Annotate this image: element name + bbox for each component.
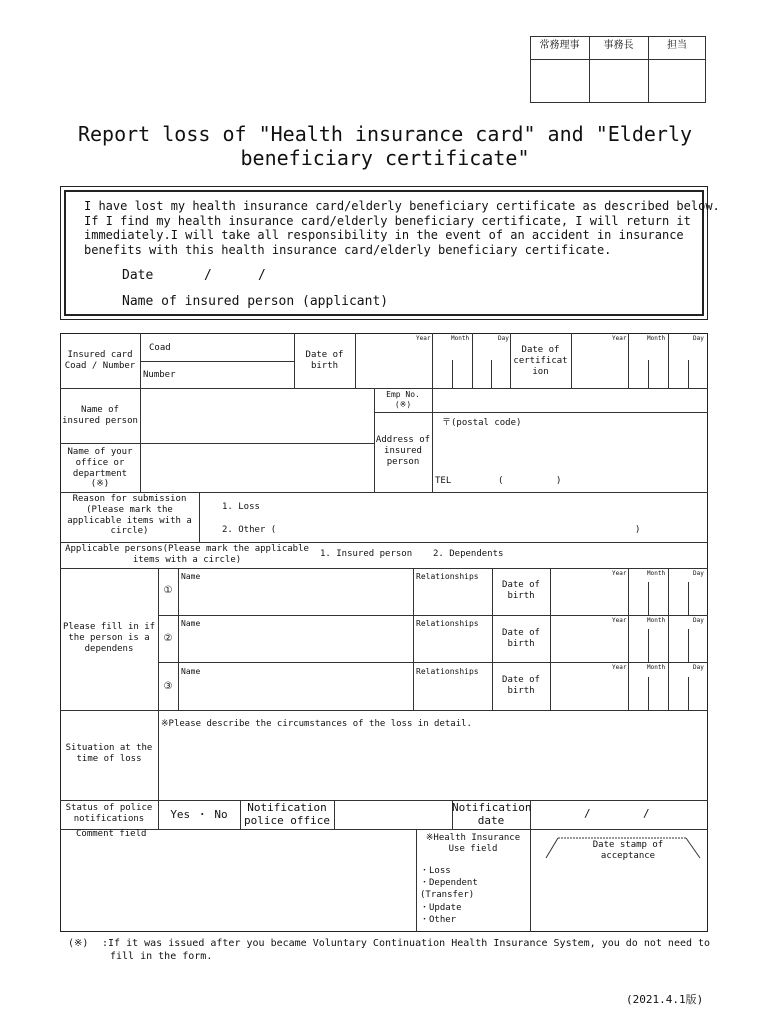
reason-close-paren: ) — [635, 525, 641, 535]
grid-line — [334, 800, 335, 829]
postal-code-label: 〒(postal code) — [442, 418, 522, 428]
grid-line — [688, 677, 689, 710]
version-label: (2021.4.1版) — [626, 993, 704, 1006]
month-label: Month — [647, 664, 666, 671]
year-label: Year — [612, 664, 627, 671]
grid-line — [688, 360, 689, 388]
reason-label: Reason for submission (Please mark the applicable items with a circle) — [67, 494, 192, 537]
year-label: Year — [612, 617, 627, 624]
grid-line — [648, 582, 649, 615]
grid-line — [472, 333, 473, 389]
day-label: Day — [498, 335, 509, 342]
comment-field-label: Comment field — [76, 829, 147, 839]
grid-line — [413, 568, 414, 710]
dependent-dob-label: Date of birth — [502, 628, 540, 649]
declaration-line: I have lost my health insurance card/elderly beneficiary certificate as described below. — [84, 199, 720, 213]
police-status-label: Status of police notifications — [65, 803, 153, 824]
number-label: Number — [143, 370, 176, 380]
grid-line — [140, 388, 141, 492]
grid-line — [158, 615, 708, 616]
stamp-header-director: 常務理事 — [539, 40, 580, 51]
stamp-header-manager: 事務長 — [603, 40, 634, 51]
dependent-number: ② — [163, 633, 173, 644]
grid-line — [178, 568, 179, 710]
dependent-number: ① — [163, 585, 173, 596]
grid-line — [491, 360, 492, 388]
address-label: Address of insured person — [375, 435, 431, 467]
grid-line — [668, 568, 669, 710]
dependent-name-label: Name — [181, 572, 201, 581]
grid-line — [60, 542, 708, 543]
dependent-dob-label: Date of birth — [502, 580, 540, 601]
date-label: Date — [122, 268, 154, 283]
dependent-relationship-label: Relationships — [416, 667, 479, 676]
emp-no-label: Emp No. (※) — [386, 390, 420, 409]
declaration-line: immediately.I will take all responsibility in the event of an accident in insurance — [84, 228, 684, 242]
use-item-transfer: (Transfer) — [420, 890, 475, 900]
tel-paren-close: ) — [556, 476, 562, 486]
page-title-line2: beneficiary certificate" — [240, 146, 530, 170]
grid-line — [140, 361, 294, 362]
dependent-name-label: Name — [181, 619, 201, 628]
grid-line — [374, 412, 708, 413]
dependent-relationship-label: Relationships — [416, 619, 479, 628]
dob-label: Date of birth — [305, 350, 344, 371]
dependents-label: Please fill in if the person is a dependens — [62, 622, 156, 654]
grid-line — [432, 388, 433, 492]
police-yes-no: Yes ・ No — [170, 808, 228, 821]
applicable-persons-label: Applicable persons(Please mark the applicable items with a circle) — [65, 544, 309, 565]
use-item-loss: ・Loss — [420, 866, 451, 876]
grid-line — [355, 333, 356, 389]
date-stamp-label: Date stamp of acceptance — [592, 840, 664, 861]
grid-line — [648, 677, 649, 710]
month-label: Month — [647, 617, 666, 624]
name-insured-label: Name of insured person — [62, 405, 138, 426]
use-field-label: ※Health Insurance Use field — [425, 833, 521, 854]
grid-line — [60, 829, 708, 830]
declaration-line: If I find my health insurance card/elderly beneficiary certificate, I will return it — [84, 214, 691, 228]
office-label: Name of your office or department (※) — [67, 447, 133, 490]
stamp-header-line — [530, 59, 706, 60]
page-title-line1: Report loss of "Health insurance card" and "Elderly — [77, 122, 693, 146]
grid-line — [628, 568, 629, 710]
tel-label: TEL — [435, 476, 452, 486]
day-label: Day — [693, 570, 704, 577]
coad-label: Coad — [149, 343, 171, 353]
grid-line — [60, 443, 374, 444]
dependent-number: ③ — [163, 681, 173, 692]
applicable-option-dependents: 2. Dependents — [433, 549, 504, 559]
notification-date-separator: / — [643, 807, 650, 820]
situation-label: Situation at the time of loss — [65, 743, 153, 764]
dependent-name-label: Name — [181, 667, 201, 676]
grid-line — [688, 582, 689, 615]
grid-line — [158, 662, 708, 663]
use-item-dependent: ・Dependent — [420, 878, 478, 888]
grid-line — [550, 568, 551, 710]
date-separator: / — [258, 268, 266, 283]
grid-line — [628, 333, 629, 389]
footnote-text-line1: :If it was issued after you became Voluntary Continuation Health Insurance System, you do not need to — [102, 938, 711, 949]
grid-line — [452, 360, 453, 388]
notification-date-separator: / — [584, 807, 591, 820]
grid-line — [199, 492, 200, 542]
month-label: Month — [451, 335, 470, 342]
grid-line — [688, 629, 689, 662]
police-office-label: Notification police office — [243, 801, 331, 828]
situation-note: ※Please describe the circumstances of the loss in detail. — [161, 719, 472, 729]
insured-card-label: Insured card Coad / Number — [64, 350, 136, 371]
use-item-other: ・Other — [420, 915, 457, 925]
grid-line — [530, 829, 531, 932]
day-label: Day — [693, 335, 704, 342]
use-item-update: ・Update — [420, 903, 462, 913]
year-label: Year — [612, 570, 627, 577]
year-label: Year — [416, 335, 431, 342]
day-label: Day — [693, 617, 704, 624]
date-separator: / — [204, 268, 212, 283]
grid-line — [648, 360, 649, 388]
month-label: Month — [647, 570, 666, 577]
grid-line — [158, 710, 159, 800]
day-label: Day — [693, 664, 704, 671]
grid-line — [648, 629, 649, 662]
year-label: Year — [612, 335, 627, 342]
grid-line — [60, 492, 708, 493]
grid-line — [571, 333, 572, 389]
footnote-mark: (※) — [68, 938, 89, 949]
stamp-header-staff: 担当 — [667, 40, 687, 51]
month-label: Month — [647, 335, 666, 342]
date-of-certification-label: Date of certificat ion — [513, 345, 568, 377]
applicant-name-label: Name of insured person (applicant) — [122, 294, 389, 309]
reason-option-loss: 1. Loss — [222, 502, 260, 512]
dependent-relationship-label: Relationships — [416, 572, 479, 581]
tel-paren-open: ( — [498, 476, 504, 486]
declaration-line: benefits with this health insurance card/elderly beneficiary certificate. — [84, 243, 612, 257]
grid-line — [668, 333, 669, 389]
grid-line — [432, 333, 433, 389]
reason-option-other: 2. Other ( — [222, 525, 277, 535]
dependent-dob-label: Date of birth — [502, 675, 540, 696]
footnote-text-line2: fill in the form. — [110, 951, 213, 962]
notification-date-label: Notification date — [452, 801, 532, 828]
applicable-option-insured: 1. Insured person — [320, 549, 413, 559]
grid-line — [60, 388, 708, 389]
